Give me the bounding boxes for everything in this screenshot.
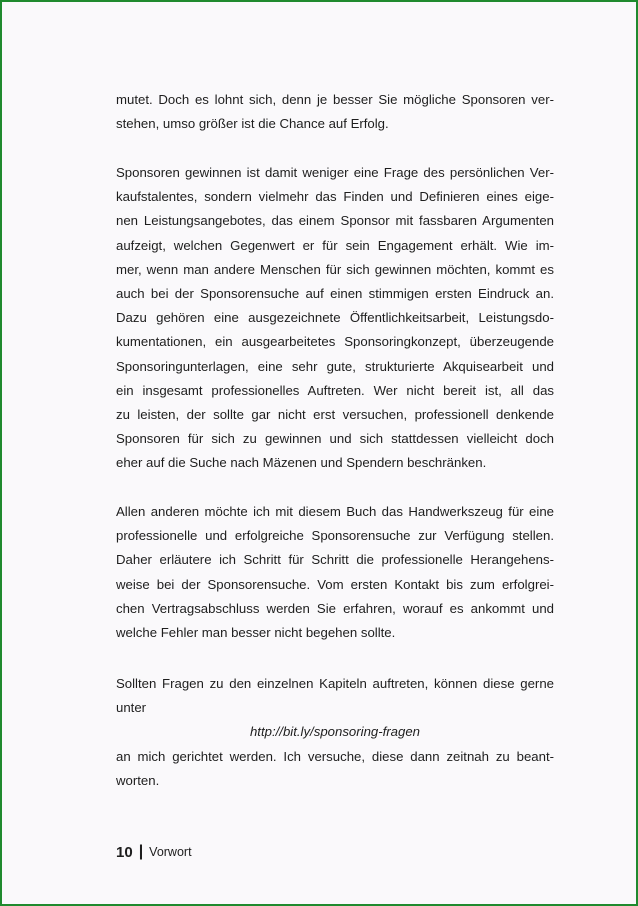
text-line: Allen anderen möchte ich mit diesem Buch das Handwerkszeug für eine	[116, 504, 554, 519]
text-line: zu leisten, der sollte gar nicht erst versuchen, professionell denkende	[116, 406, 554, 422]
page-footer	[116, 840, 192, 864]
text-line: mer, wenn man andere Menschen für sich gewinnen möchten, kommt es	[116, 261, 554, 277]
paragraph-2	[116, 161, 554, 475]
section-title: Vorwort	[149, 845, 192, 859]
text-line: Sponsoren für sich zu gewinnen und sich stattdessen vielleicht doch	[116, 431, 554, 447]
text-line: Sollten Fragen zu den einzelnen Kapiteln auftreten, können diese gerne	[116, 676, 554, 691]
text-line: kumentationen, ein ausgearbeitetes Sponsoringkonzept, überzeugende	[116, 334, 554, 350]
text-line: eher auf die Suche nach Mäzenen und Spendern beschränken.	[116, 455, 487, 471]
text-line: auch bei der Sponsorensuche auf einen stimmigen ersten Eindruck an.	[116, 285, 554, 301]
text-line: ein insgesamt professionelles Auftreten. Wer nicht bereit ist, all das	[116, 382, 554, 398]
text-line: Dazu gehören eine ausgezeichnete Öffentlichkeitsarbeit, Leistungsdo-	[116, 310, 554, 326]
text-line: Daher erläutere ich Schritt für Schritt die professionelle Herangehens-	[116, 552, 554, 568]
paragraph-4	[116, 672, 554, 793]
text-line: nen Leistungsangebotes, das einem Sponsor mit fassbaren Argumenten	[116, 213, 554, 229]
text-line: chen Vertragsabschluss werden Sie erfahren, worauf es ankommt und	[116, 600, 554, 616]
paragraph-3	[116, 500, 554, 645]
text-line: Sponsoren gewinnen ist damit weniger eine Frage des persönlichen Ver-	[116, 165, 554, 180]
text-line: kaufstalentes, sondern vielmehr das Finden und Definieren eines eige-	[116, 189, 554, 205]
text-line: Sponsoringunterlagen, eine sehr gute, strukturierte Akquisearbeit und	[116, 358, 554, 374]
text-line: mutet. Doch es lohnt sich, denn je besser Sie mögliche Sponsoren ver-	[116, 92, 554, 107]
text-line: welche Fehler man besser nicht begehen sollte.	[116, 624, 396, 640]
text-line: unter	[116, 700, 147, 716]
text-line: professionelle und erfolgreiche Sponsorensuche zur Verfügung stellen.	[116, 528, 554, 544]
footer-separator: |	[138, 843, 144, 860]
text-line: aufzeigt, welchen Gegenwert er für sein Engagement erhält. Wie im-	[116, 237, 554, 253]
text-line: worten.	[116, 772, 160, 788]
link-url[interactable]: http://bit.ly/sponsoring-fragen	[249, 724, 421, 740]
text-line: an mich gerichtet werden. Ich versuche, diese dann zeitnah zu beant-	[116, 748, 554, 764]
text-line: weise bei der Sponsorensuche. Vom ersten Kontakt bis zum erfolgrei-	[116, 576, 554, 592]
text-line: stehen, umso größer ist die Chance auf Erfolg.	[116, 116, 389, 132]
page-number: 10	[116, 843, 133, 861]
paragraph-1	[116, 88, 554, 136]
